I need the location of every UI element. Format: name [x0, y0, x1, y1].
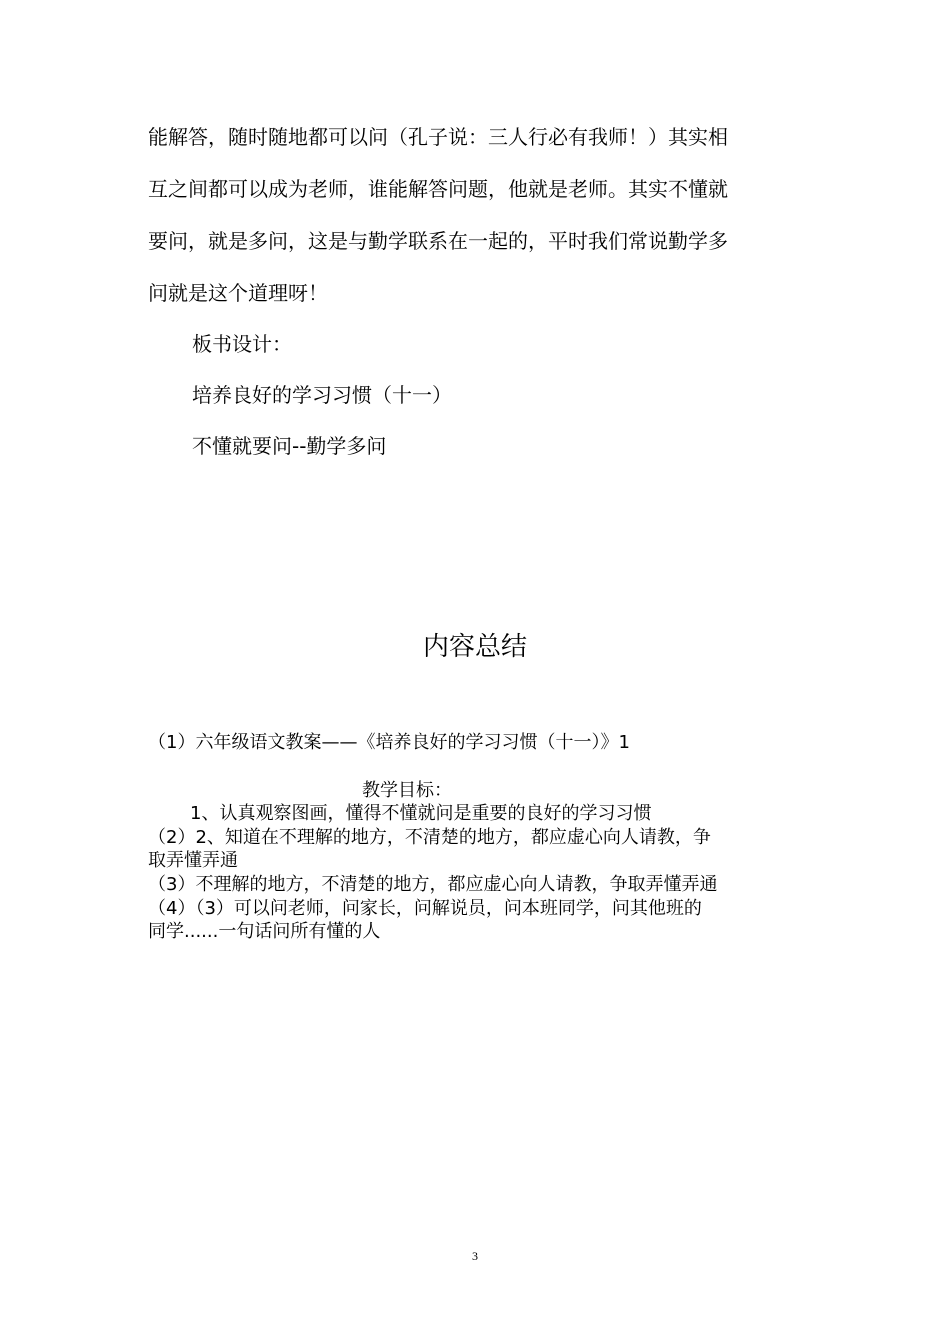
summary-item-4-line-2: 同学......一句话问所有懂的人: [148, 921, 381, 942]
paragraph-line: 互之间都可以成为老师，谁能解答问题，他就是老师。其实不懂就: [148, 177, 728, 201]
objective-1: 1、认真观察图画，懂得不懂就问是重要的良好的学习习惯: [190, 803, 652, 824]
objectives-label: 教学目标：: [362, 780, 452, 801]
paragraph-line: 能解答，随时随地都可以问（孔子说：三人行必有我师！）其实相: [148, 125, 728, 149]
board-design-subtitle: 不懂就要问--勤学多问: [192, 434, 387, 458]
summary-item-2-line-2: 取弄懂弄通: [148, 850, 238, 871]
summary-item-2-line-1: （2）2、知道在不理解的地方，不清楚的地方，都应虚心向人请教，争: [148, 827, 711, 848]
paragraph-line: 问就是这个道理呀！: [148, 281, 328, 305]
summary-item-1: （1）六年级语文教案——《培养良好的学习习惯（十一）》1: [148, 732, 630, 753]
page-number: 3: [472, 1249, 478, 1263]
paragraph-line: 要问，就是多问，这是与勤学联系在一起的，平时我们常说勤学多: [148, 229, 728, 253]
board-design-label: 板书设计：: [192, 332, 292, 356]
summary-heading: 内容总结: [422, 632, 527, 662]
board-design-title: 培养良好的学习习惯（十一）: [192, 383, 452, 407]
summary-item-3: （3）不理解的地方，不清楚的地方，都应虚心向人请教，争取弄懂弄通: [148, 874, 718, 895]
summary-item-4-line-1: （4）（3）可以问老师，问家长，问解说员，问本班同学，问其他班的: [148, 898, 702, 919]
